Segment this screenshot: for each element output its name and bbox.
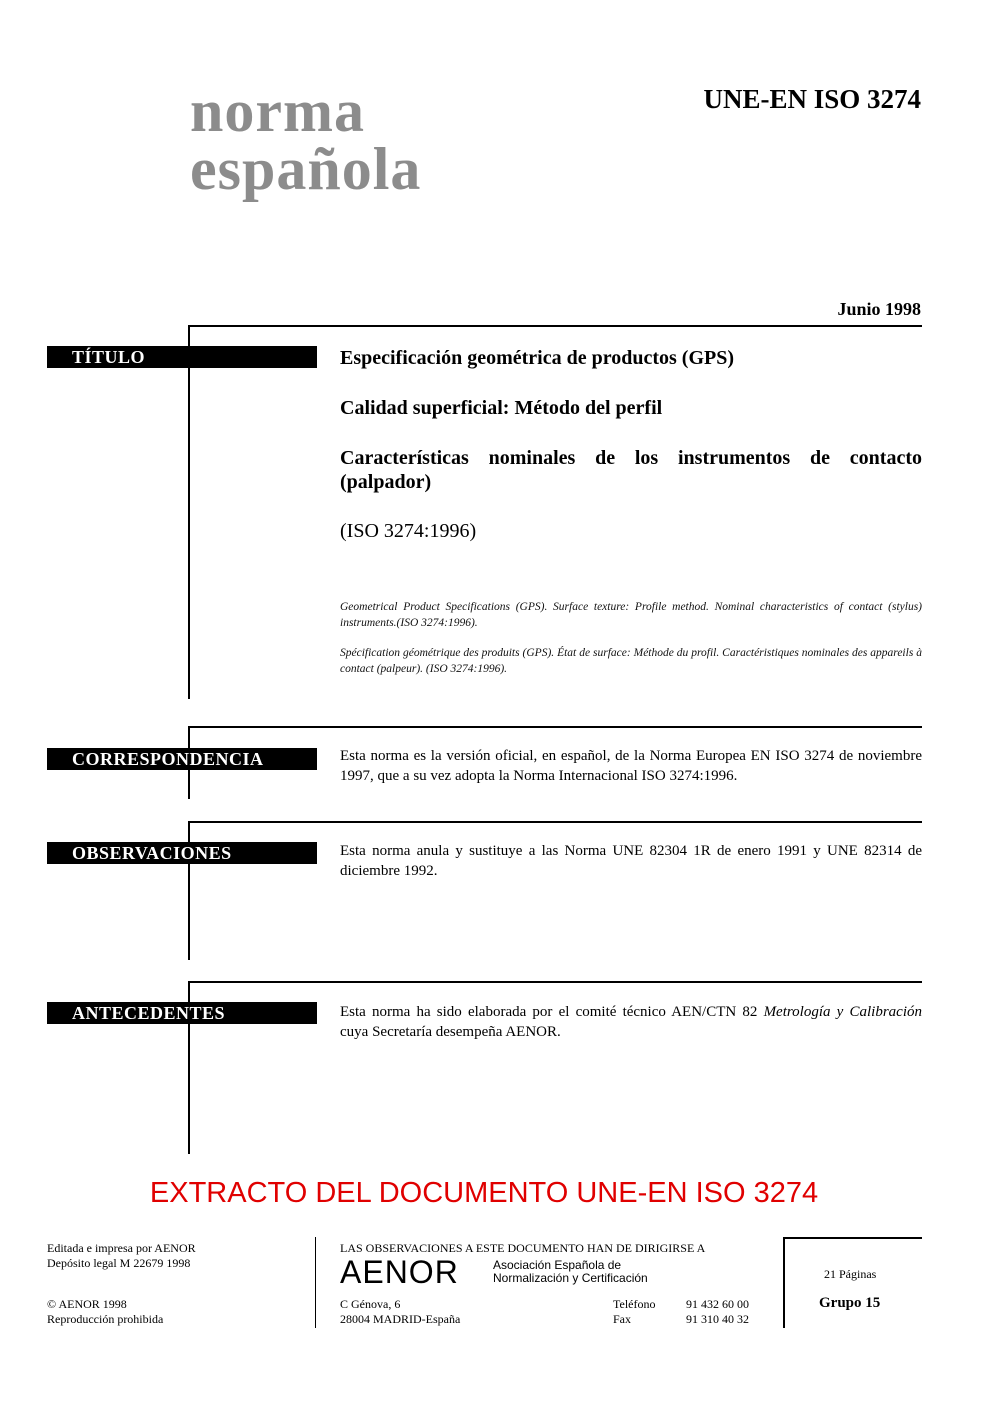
french-title: Spécification géométrique des produits (GPS). État de surface: Méthode du profil. Caractéristiques nominales des appareils à contact (palpeur). (ISO 3274:1996). [340,647,922,675]
phone-number: 91 432 60 00 [686,1297,749,1311]
aenor-logo: AENOR [340,1254,459,1290]
title-line-3: Características nominales de los instrumentos de contacto (palpador) [340,447,922,493]
footer-edition-info: Editada e impresa por AENOR Depósito legal M 22679 1998 [47,1241,196,1270]
brand-line-1: norma [190,78,365,144]
fax-number: 91 310 40 32 [686,1312,749,1326]
extract-notice: EXTRACTO DEL DOCUMENTO UNE-EN ISO 3274 [149,1177,819,1209]
section-label-observaciones: OBSERVACIONES [47,842,317,864]
section-divider-antecedentes [190,981,922,983]
footer-observations-note: LAS OBSERVACIONES A ESTE DOCUMENTO HAN DE DIRIGIRSE A [340,1241,706,1255]
iso-reference: (ISO 3274:1996) [340,520,477,542]
committee-name: Metrología y Calibración [763,1004,922,1020]
english-title: Geometrical Product Specifications (GPS). Surface texture: Profile method. Nominal characteristics of contact (stylus) instruments.(ISO 3274:1996). [340,601,922,629]
footer-contact-labels: Teléfono Fax [613,1297,656,1326]
publication-date: Junio 1998 [837,299,921,319]
section-divider-correspondencia [190,726,922,728]
price-group: Grupo 15 [819,1295,881,1311]
section-label-titulo: TÍTULO [47,346,317,368]
section-divider-observaciones [190,821,922,823]
footer-divider-left [315,1237,316,1328]
footer-box-left-rule [783,1237,785,1328]
aenor-full-name: Asociación Española de Normalización y Certificación [493,1258,648,1285]
section-divider-titulo [190,325,922,327]
footer-contact-numbers [686,1297,749,1327]
footer-address: C Génova, 6 28004 MADRID-España [340,1297,461,1326]
footer-box-top-rule [785,1237,922,1239]
antecedentes-text: Esta norma ha sido elaborada por el comité técnico AEN/CTN 82 Metrología y Calibración cuya Secretaría desempeña AENOR. [340,1004,922,1040]
brand-line-2: española [190,136,422,202]
section-label-antecedentes: ANTECEDENTES [47,1002,317,1024]
title-line-1: Especificación geométrica de productos (GPS) [340,347,735,369]
footer-copyright: © AENOR 1998 Reproducción prohibida [47,1297,164,1326]
vertical-rule-titulo [188,325,190,699]
brand-title [190,78,422,202]
observaciones-text: Esta norma anula y sustituye a las Norma UNE 82304 1R de enero 1991 y UNE 82314 de diciembre 1992. [340,843,922,879]
standard-code: UNE-EN ISO 3274 [703,84,921,114]
title-line-2: Calidad superficial: Método del perfil [340,397,663,419]
page-count: 21 Páginas [824,1267,877,1281]
correspondencia-text: Esta norma es la versión oficial, en español, de la Norma Europea EN ISO 3274 de noviembre 1997, que a su vez adopta la Norma Internacional ISO 3274:1996. [340,748,922,784]
section-label-correspondencia: CORRESPONDENCIA [47,748,317,770]
